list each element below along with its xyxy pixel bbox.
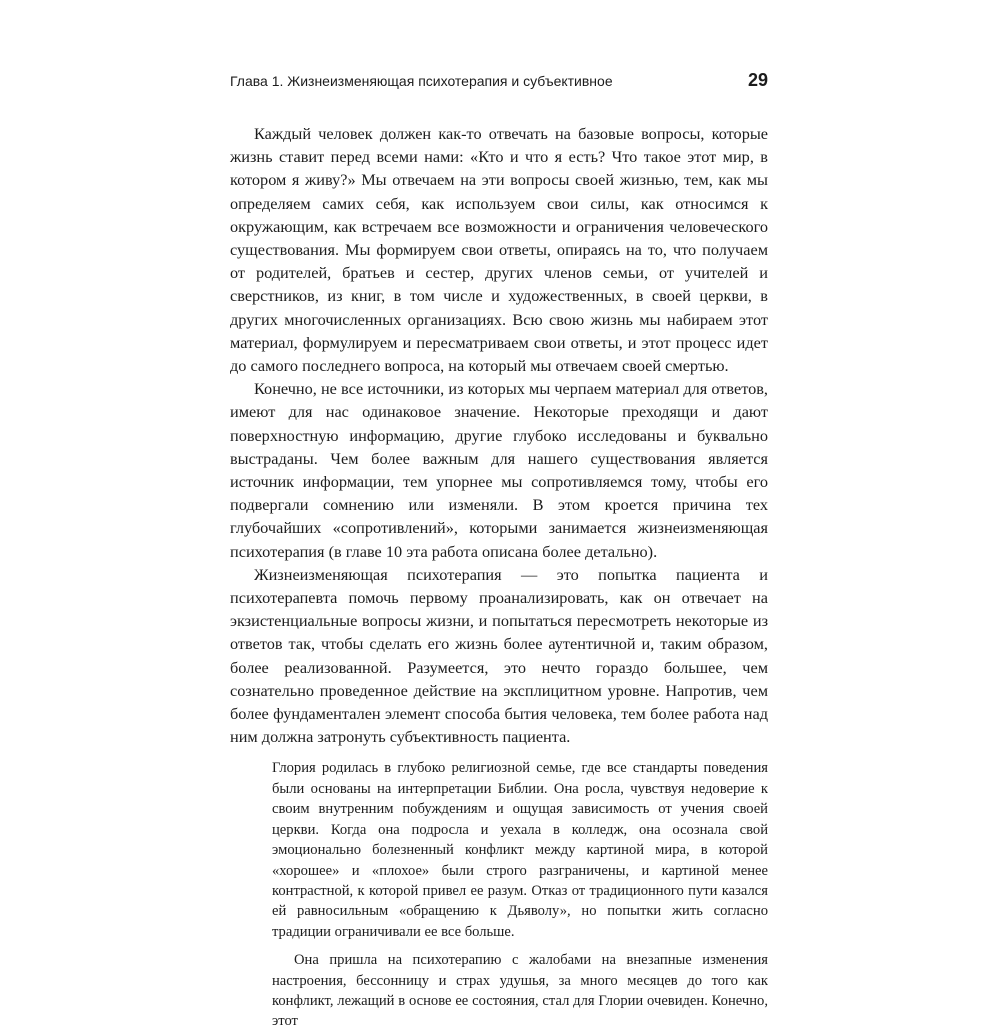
paragraph: Жизнеизменяющая психотерапия — это попытка пациента и психотерапевта помочь первому проанализировать, как он отвечает на экзистенциальные вопросы жизни, и попытаться пересмотреть некоторые из ответов так, чтобы сделать его жизнь более аутентичной и, таким образом, более реализованной. Разумеется, это нечто гораздо большее, чем сознательно проведенное действие на эксплицитном уровне. Напротив, чем более фундаментален элемент способа бытия человека, тем более работа над ним должна затронуть субъективность пациента. bbox=[230, 564, 768, 747]
chapter-title: Глава 1. Жизнеизменяющая психотерапия и субъективное bbox=[230, 73, 613, 89]
case-paragraph: Она пришла на психотерапию с жалобами на внезапные изменения настроения, бессонницу и страх удушья, за много месяцев до того как конфликт, лежащий в основе ее состояния, стал для Глории очевиден. Конечно, этот bbox=[272, 952, 768, 1030]
paragraph: Конечно, не все источники, из которых мы черпаем материал для ответов, имеют для нас одинаковое значение. Некоторые преходящи и дают поверхностную информацию, другие глубоко исследованы и буквально выстраданы. Чем более важным для нашего существования является источник информации, тем упорнее мы сопротивляемся тому, чтобы его подвергали сомнению или изменяли. В этом кроется причина тех глубочайших «сопротивлений», которыми занимается жизнеизменяющая психотерапия (в главе 10 эта работа описана более детально). bbox=[230, 379, 768, 561]
paragraph: Каждый человек должен как-то отвечать на базовые вопросы, которые жизнь ставит перед всеми нами: «Кто и что я есть? Что такое этот мир, в котором я живу?» Мы отвечаем на эти вопросы своей жизнью, тем, как мы определяем самих себя, как используем свои силы, как относимся к окружающим, как встречаем все возможности и ограничения человеческого существования. Мы формируем свои ответы, опираясь на то, что получаем от родителей, братьев и сестер, других членов семьи, от учителей и сверстников, из книг, в том числе и художественных, в своей церкви, в других многочисленных организациях. Всю свою жизнь мы набираем этот материал, формулируем и пересматриваем свои ответы, и этот процесс идет до самого последнего вопроса, на который мы отвечаем своей смертью. bbox=[230, 124, 768, 376]
book-page bbox=[230, 0, 768, 1030]
case-example bbox=[272, 758, 768, 1031]
case-paragraph: Глория родилась в глубоко религиозной семье, где все стандарты поведения были основаны на интерпретации Библии. Она росла, чувствуя недоверие к своим внутренним побуждениям и ощущая зависимость от учения своей церкви. Когда она подросла и уехала в колледж, она осознала свой эмоционально болезненный конфликт между картиной мира, в которой «хорошее» и «плохое» были строго разграничены, и картиной менее контрастной, к которой привел ее разум. Отказ от традиционного пути казался ей равносильным «обращению к Дьяволу», но попытки жить согласно традиции ограничивали ее все больше. bbox=[272, 760, 768, 940]
main-text bbox=[230, 122, 768, 1032]
page-number: 29 bbox=[747, 70, 768, 90]
running-head bbox=[230, 70, 768, 96]
